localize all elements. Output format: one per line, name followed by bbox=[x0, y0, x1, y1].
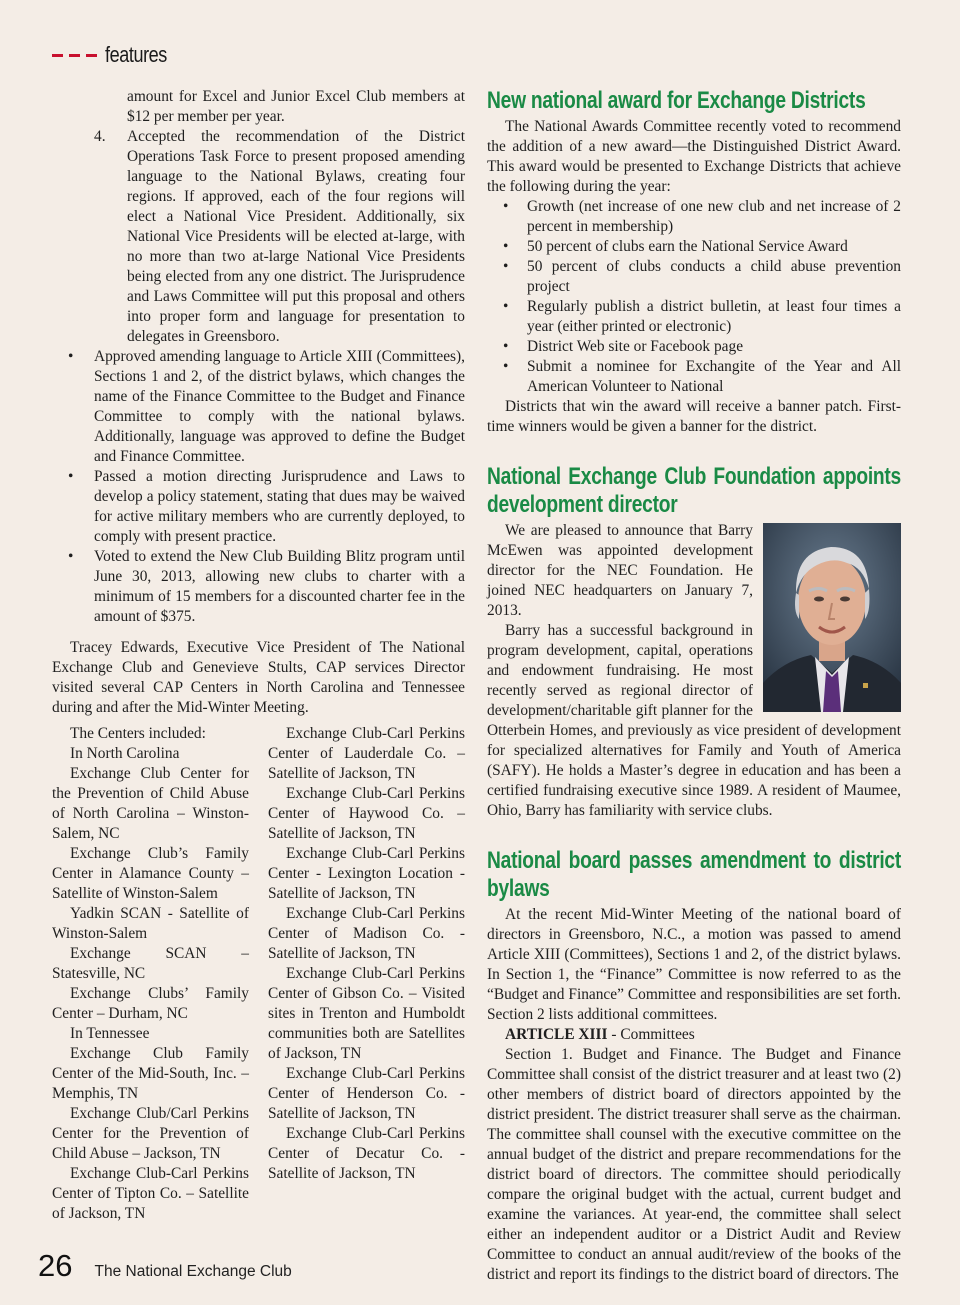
award-bullet bbox=[487, 197, 901, 237]
center-entry: Exchange Club/Carl Perkins Center for the Prevention of Child Abuse – Jackson, TN bbox=[52, 1105, 249, 1162]
foundation-p1: We are pleased to announce that Barry McEwen was appointed development director for the NEC Foundation. He joined NEC headquarters on January 7, 2013. bbox=[487, 522, 753, 619]
state-heading: In Tennessee bbox=[70, 1025, 150, 1042]
award-bullet bbox=[487, 257, 901, 297]
bullet-icon: • bbox=[503, 358, 509, 375]
article-rest: - Committees bbox=[607, 1026, 695, 1043]
award-bullet bbox=[487, 337, 901, 357]
center-entry: Exchange Club-Carl Perkins Center of Gibson Co. – Visited sites in Trenton and Humboldt communities both are Satellites of Jackson, TN bbox=[268, 965, 465, 1062]
publication-name: The National Exchange Club bbox=[94, 1263, 292, 1280]
bullet-icon: • bbox=[68, 468, 74, 485]
board-p1: At the recent Mid-Winter Meeting of the national board of directors in Greensboro, N.C., a motion was passed to amend Article XIII (Committees), Sections 1 and 2, of the district bylaws. In Section 1, the “Finance” Committee is now referred to as the “Budget and Finance” Committee and responsibilities are set forth. Section 2 lists additional committees. bbox=[487, 906, 901, 1023]
bullet-text: District Web site or Facebook page bbox=[527, 338, 744, 355]
left-column bbox=[52, 87, 465, 1224]
bullet-text: Submit a nominee for Exchangite of the Year and All American Volunteer to National bbox=[527, 358, 901, 395]
right-column bbox=[487, 87, 901, 1285]
bullet-icon: • bbox=[503, 258, 509, 275]
award-bullet bbox=[487, 297, 901, 337]
center-entry: Exchange Club-Carl Perkins Center of Madison Co. - Satellite of Jackson, TN bbox=[268, 905, 465, 962]
section-header bbox=[52, 42, 181, 68]
page-footer bbox=[38, 1248, 292, 1284]
center-entry: Exchange SCAN – Statesville, NC bbox=[52, 945, 249, 982]
award-bullet bbox=[487, 237, 901, 257]
item-number: 4. bbox=[94, 128, 106, 145]
bullet-text: Voted to extend the New Club Building Blitz program until June 30, 2013, allowing new clubs to charter with a minimum of 15 members for a discounted charter fee in the amount of $375. bbox=[94, 548, 465, 625]
center-entry: Exchange Club-Carl Perkins Center of Decatur Co. - Satellite of Jackson, TN bbox=[268, 1125, 465, 1182]
award-intro: The National Awards Committee recently voted to recommend the addition of a new award—the Distinguished District Award. This award would be presented to Exchange Districts that achieve the following during the year: bbox=[487, 118, 901, 195]
bullet-icon: • bbox=[68, 348, 74, 365]
bullet-text: Passed a motion directing Jurisprudence and Laws to develop a policy statement, stating that dues may be waived for active military members who are currently deployed, to comply with present practice. bbox=[94, 468, 465, 545]
portrait-photo bbox=[763, 523, 901, 712]
visit-paragraph: Tracey Edwards, Executive Vice President of The National Exchange Club and Genevieve Stults, CAP services Director visited several CAP Centers in North Carolina and Tennessee during and after the Mid-Winter Meeting. bbox=[52, 639, 465, 716]
state-heading: In North Carolina bbox=[70, 745, 180, 762]
bullet-text: Approved amending language to Article XIII (Committees), Sections 1 and 2, of the district bylaws, which changes the name of the Finance Committee to the Budget and Finance Committee to comply with the national bylaws. Additionally, language was approved to define the Budget and Finance Committee. bbox=[94, 348, 465, 465]
item-text: Accepted the recommendation of the District Operations Task Force to present proposed amending language to the National Bylaws, creating four regions. If approved, each of the four regions will elect a National Vice President. Additionally, six National Vice Presidents will be elected at-large, with no more than two at-large National Vice Presidents being elected from any one district. The Jurisprudence and Laws Committee will put this proposal and others into proper form and language for presentation to delegates in Greensboro. bbox=[127, 128, 465, 345]
bullet-item bbox=[52, 467, 465, 547]
center-entry: Yadkin SCAN - Satellite of Winston-Salem bbox=[52, 905, 249, 942]
centers-column-b bbox=[268, 724, 465, 1224]
bullet-text: 50 percent of clubs earn the National Service Award bbox=[527, 238, 848, 255]
bullet-text: Regularly publish a district bulletin, at least four times a year (either printed or electronic) bbox=[527, 298, 901, 335]
bullet-icon: • bbox=[503, 198, 509, 215]
portrait-icon bbox=[763, 523, 901, 712]
foundation-heading: National Exchange Club Foundation appoints development director bbox=[487, 463, 901, 518]
center-entry: Exchange Club-Carl Perkins Center of Haywood Co. – Satellite of Jackson, TN bbox=[268, 785, 465, 842]
header-dashes bbox=[52, 54, 97, 57]
bullet-text: 50 percent of clubs conducts a child abuse prevention project bbox=[527, 258, 901, 295]
bullet-icon: • bbox=[503, 338, 509, 355]
centers-list bbox=[52, 724, 465, 1224]
numbered-item-4 bbox=[52, 127, 465, 347]
bullet-icon: • bbox=[68, 548, 74, 565]
bullet-item bbox=[52, 347, 465, 467]
article-title bbox=[487, 1025, 901, 1045]
foundation-p2: Barry has a successful background in program development, capital, operations and endowment fundraising. He most recently served as regional director of development/charitable gift planner for the Otterbein Homes, and previously as vice president of development for specialized alternatives for Family and Youth of America (SAFY). He holds a Master’s degree in education and has been a certified fundraising executive since 1989. A resident of Maumee, Ohio, Barry has familiarity with service clubs. bbox=[487, 622, 901, 819]
centers-intro: The Centers included: bbox=[70, 725, 206, 742]
award-closing: Districts that win the award will receive a banner patch. First-time winners would be given a banner for the district. bbox=[487, 398, 901, 435]
bullet-icon: • bbox=[503, 298, 509, 315]
center-entry: Exchange Club Family Center of the Mid-South, Inc. – Memphis, TN bbox=[52, 1045, 249, 1102]
center-entry: Exchange Club-Carl Perkins Center of Tipton Co. – Satellite of Jackson, TN bbox=[52, 1165, 249, 1222]
bullet-icon: • bbox=[503, 238, 509, 255]
center-entry: Exchange Club-Carl Perkins Center - Lexington Location - Satellite of Jackson, TN bbox=[268, 845, 465, 902]
section-label: features bbox=[105, 42, 167, 67]
board-heading: National board passes amendment to district bylaws bbox=[487, 847, 901, 902]
center-entry: Exchange Club-Carl Perkins Center of Henderson Co. - Satellite of Jackson, TN bbox=[268, 1065, 465, 1122]
page-number: 26 bbox=[38, 1248, 73, 1283]
article-bold: ARTICLE XIII bbox=[505, 1026, 608, 1043]
board-p2: Section 1. Budget and Finance. The Budget and Finance Committee shall consist of the district treasurer and at least two (2) other members of district board of directors appointed by the district president. The district treasurer shall serve as the chairman. The committee shall counsel with the executive committee on the annual budget of the district and prepare recommendations for the district board of directors. The committee should periodically compare the original budget with the actual, current budget and examine the variances. At year-end, the committee shall select either an independent auditor or a District Audit and Review Committee to conduct an annual audit/review of the books of the district and report its findings to the district board of directors. The bbox=[487, 1046, 901, 1283]
center-entry: Exchange Clubs’ Family Center – Durham, NC bbox=[52, 985, 249, 1022]
continued-text: amount for Excel and Junior Excel Club members at $12 per member per year. bbox=[127, 88, 465, 125]
centers-column-a bbox=[52, 724, 249, 1224]
center-entry: Exchange Club-Carl Perkins Center of Lauderdale Co. – Satellite of Jackson, TN bbox=[268, 725, 465, 782]
center-entry: Exchange Club’s Family Center in Alamance County – Satellite of Winston-Salem bbox=[52, 845, 249, 902]
bullet-item bbox=[52, 547, 465, 627]
award-heading: New national award for Exchange Districts bbox=[487, 87, 866, 114]
award-bullet bbox=[487, 357, 901, 397]
bullet-text: Growth (net increase of one new club and net increase of 2 percent in membership) bbox=[527, 198, 901, 235]
center-entry: Exchange Club Center for the Prevention of Child Abuse of North Carolina – Winston-Salem, NC bbox=[52, 765, 249, 842]
